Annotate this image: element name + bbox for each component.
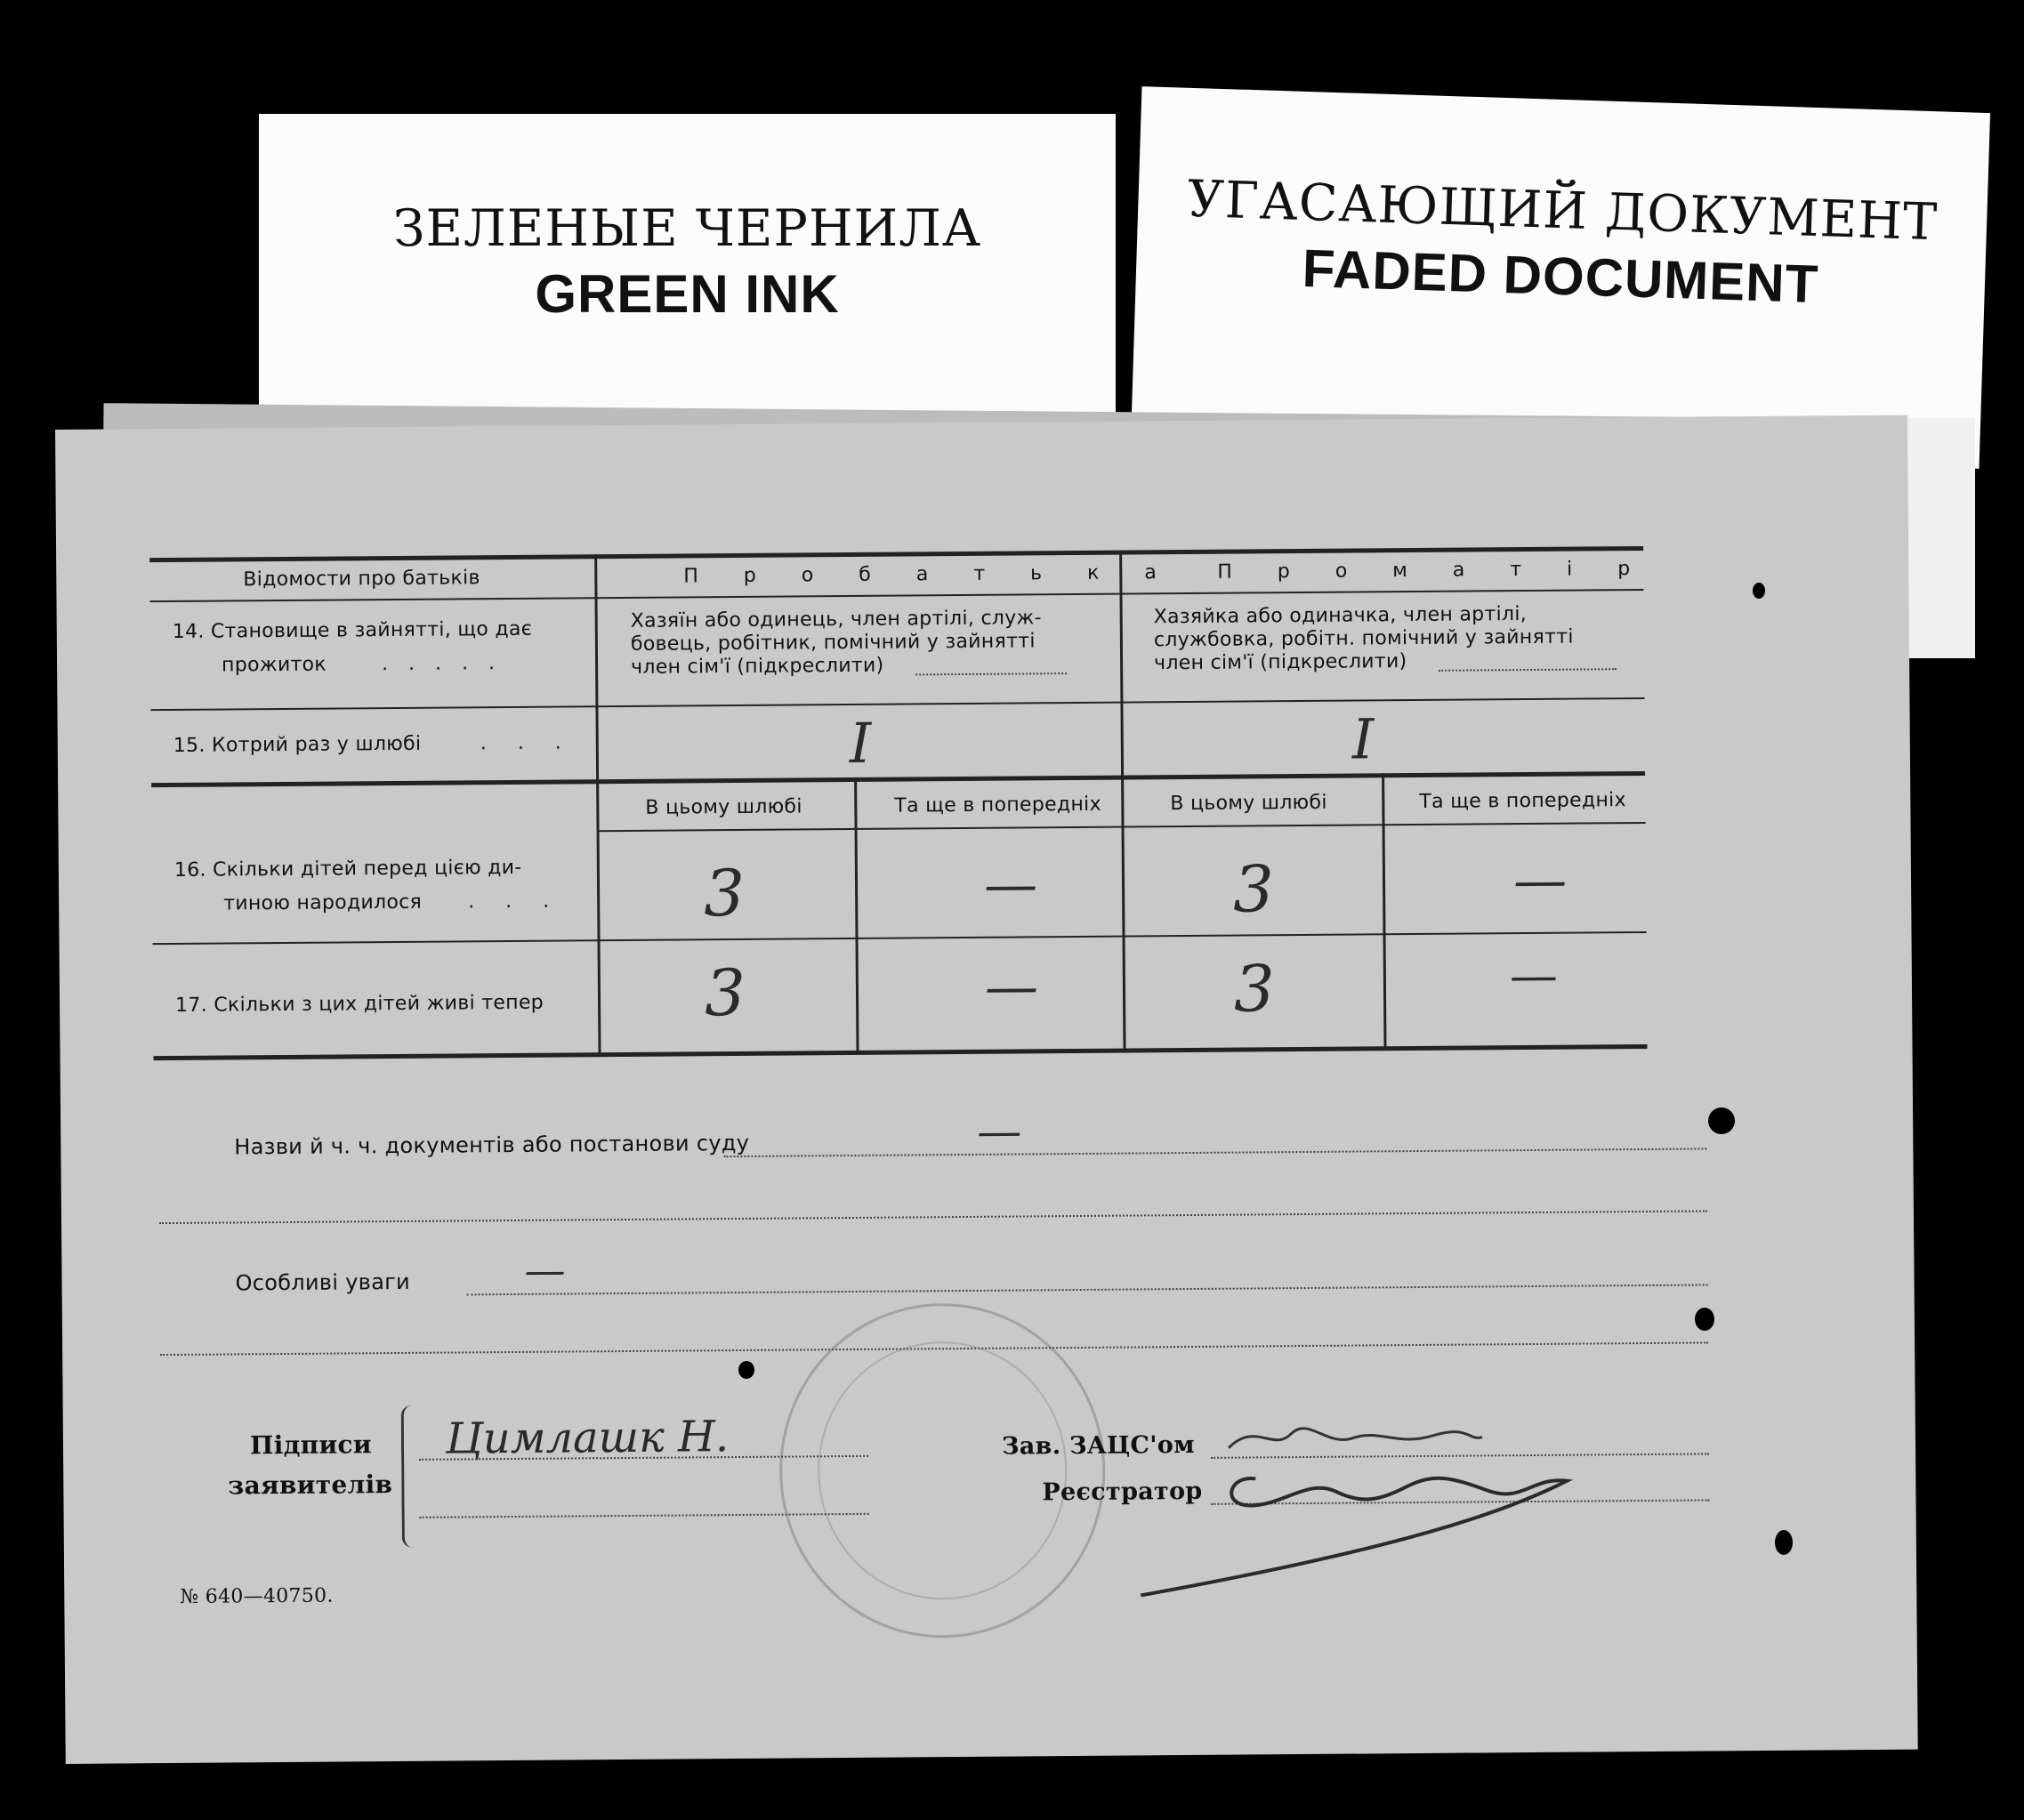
table-bottom-rule	[154, 1044, 1648, 1060]
row17-father-prev: —	[984, 955, 1039, 1019]
faded-document-label-en: FADED DOCUMENT	[1301, 238, 1820, 315]
header-about-father: П р о б а т ь к а	[683, 561, 1176, 588]
row14-rule	[150, 697, 1644, 711]
applicants-signature: Цимлашк Н.	[445, 1412, 730, 1464]
notes-label: Особливі уваги	[235, 1268, 411, 1296]
row14-mother-line1: Хазяйка або одиначка, член артілі,	[1153, 603, 1528, 629]
col-divider-1	[594, 554, 601, 1055]
faded-document-label-card	[1131, 86, 1990, 469]
row14-mother-line3: член сім'ї (підкреслити)	[1154, 650, 1407, 675]
row14-label-dots: . . . . .	[381, 652, 503, 676]
parents-info-table	[149, 546, 1650, 1060]
documents-line	[723, 1148, 1706, 1157]
row16-mother-prev: —	[1512, 849, 1568, 913]
registrar-label: Реєстратор	[1042, 1477, 1203, 1507]
punch-hole	[1708, 1107, 1735, 1134]
green-ink-label-card	[259, 114, 1116, 452]
row14-label-line1: 14. Становище в зайнятті, що дає	[172, 617, 533, 643]
row16-father-prev: —	[983, 853, 1038, 916]
head-label: Зав. ЗАЦС'ом	[1001, 1430, 1196, 1461]
col-divider-mother-sub	[1382, 773, 1386, 1049]
subheader-mother-this-marriage: В цьому шлюбі	[1170, 791, 1327, 816]
col-divider-father-sub	[854, 777, 859, 1053]
col-divider-2	[1119, 551, 1125, 1051]
row14-label-line2: прожиток	[221, 653, 327, 677]
row14-father-dots	[915, 672, 1067, 675]
row14-mother-line2: службовка, робітн. помічний у зайнятті	[1153, 625, 1574, 652]
row15-label: 15. Котрий раз у шлюбі	[173, 732, 422, 757]
row16-label-dots: . . .	[468, 890, 562, 914]
row17-father-this: 3	[704, 954, 746, 1031]
faded-document-label-ru: УГАСАЮЩИЙ ДОКУМЕНТ	[1186, 169, 1939, 253]
row17-label: 17. Скільки з цих дітей живі тепер	[174, 991, 544, 1017]
notes-line	[467, 1284, 1708, 1295]
registry-form-page	[55, 415, 1918, 1764]
applicants-label-line1: Підписи	[249, 1429, 373, 1461]
punch-hole	[1775, 1530, 1793, 1555]
green-ink-label-en: GREEN INK	[535, 264, 840, 324]
subheader-father-this-marriage: В цьому шлюбі	[645, 795, 802, 819]
row16-label-line2: тиною народилося	[223, 890, 423, 915]
row14-mother-dots	[1439, 668, 1617, 672]
header-about-mother: П р о м а т і р	[1217, 557, 1650, 584]
notes-value: —	[524, 1245, 566, 1294]
documents-value: —	[977, 1105, 1022, 1157]
row14-father-line2: бовець, робітник, помічний у зайнятті	[630, 630, 1036, 656]
row16-mother-this: 3	[1232, 851, 1275, 927]
applicants-brace	[401, 1405, 423, 1548]
documents-label: Назви й ч. ч. документів або постанови суду	[234, 1130, 750, 1160]
row15-mother-value: I	[1351, 706, 1375, 772]
applicants-label-line2: заявителів	[228, 1470, 393, 1501]
row17-mother-this: 3	[1233, 951, 1276, 1027]
registrar-signature-scrawl	[1131, 1449, 1594, 1604]
header-rule	[150, 589, 1644, 602]
row16-rule	[153, 931, 1647, 945]
punch-hole	[1753, 583, 1765, 599]
row17-mother-prev: —	[1509, 946, 1559, 1004]
subheader-mother-previous: Та ще в попередніх	[1419, 789, 1626, 813]
header-parents-info: Відомости про батьків	[243, 567, 480, 592]
form-number: № 640—40750.	[180, 1584, 334, 1608]
official-seal-stamp	[778, 1302, 1107, 1639]
documents-line-2	[159, 1210, 1707, 1224]
ink-speck	[738, 1361, 754, 1379]
row15-father-value: I	[849, 710, 872, 776]
row14-father-line1: Хазяїн або одинець, член артілі, служ-	[630, 607, 1042, 632]
subheader-father-previous: Та ще в попередніх	[894, 793, 1101, 817]
green-ink-label-ru: ЗЕЛЕНЫЕ ЧЕРНИЛА	[393, 199, 981, 258]
row15-label-dots: . . .	[480, 731, 574, 755]
row14-father-line3: член сім'ї (підкреслити)	[631, 654, 884, 679]
row16-label-line1: 16. Скільки дітей перед цією ди-	[173, 856, 522, 882]
row15-rule	[151, 771, 1645, 787]
row16-father-this: 3	[703, 855, 746, 931]
punch-hole	[1695, 1308, 1714, 1331]
